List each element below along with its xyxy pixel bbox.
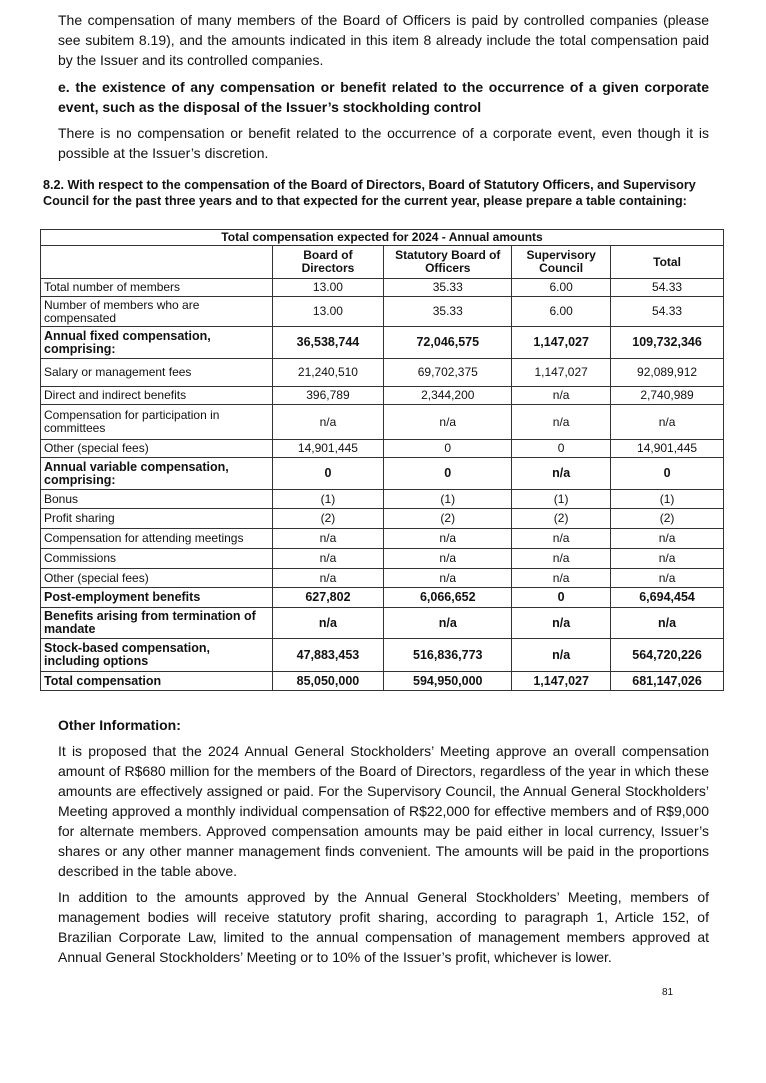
cell-value: n/a [272,569,384,588]
header-total: Total [611,246,724,279]
cell-value: 516,836,773 [384,639,512,672]
table-row [41,387,724,405]
no-compensation-paragraph: There is no compensation or benefit related to the occurrence of a corporate event, even though it is possible at the Issuer’s discretion. [58,125,709,161]
cell-value: 396,789 [272,387,384,405]
cell-value: n/a [384,529,512,549]
table-row [41,549,724,569]
cell-value: (2) [272,509,384,529]
cell-value: 0 [272,458,384,490]
cell-value: n/a [611,405,724,440]
other-information-heading: Other Information: [58,717,181,733]
cell-value: 2,740,989 [611,387,724,405]
cell-value: 6.00 [512,279,611,297]
cell-value: n/a [272,529,384,549]
section-8-2-heading: 8.2. With respect to the compensation of the Board of Directors, Board of Statutory Officers, and Supervisory Council for the past three years and to that expected for the current year, please prepare a table containing: [43,178,696,208]
row-label: Total number of members [41,279,273,297]
cell-value: 13.00 [272,297,384,327]
cell-value: 0 [611,458,724,490]
cell-value: 594,950,000 [384,672,512,691]
cell-value: (1) [512,490,611,509]
row-label: Annual variable compensation, comprising: [41,458,273,490]
cell-value: 0 [512,440,611,458]
cell-value: 0 [512,588,611,608]
table-row [41,279,724,297]
cell-value: n/a [512,549,611,569]
row-label: Profit sharing [41,509,273,529]
table-row [41,490,724,509]
cell-value: n/a [512,458,611,490]
table-row [41,529,724,549]
cell-value: 14,901,445 [272,440,384,458]
cell-value: 36,538,744 [272,327,384,359]
table-row [41,569,724,588]
table-title: Total compensation expected for 2024 - Annual amounts [41,230,724,246]
cell-value: 35.33 [384,279,512,297]
cell-value: (1) [272,490,384,509]
cell-value: 85,050,000 [272,672,384,691]
cell-value: n/a [272,608,384,639]
cell-value: 13.00 [272,279,384,297]
row-label: Compensation for participation in committees [41,405,273,440]
cell-value: 92,089,912 [611,359,724,387]
cell-value: (2) [512,509,611,529]
cell-value: (1) [611,490,724,509]
cell-value: n/a [384,608,512,639]
cell-value: 1,147,027 [512,327,611,359]
row-label: Other (special fees) [41,569,273,588]
cell-value: n/a [512,569,611,588]
cell-value: 564,720,226 [611,639,724,672]
table-row [41,297,724,327]
table-row [41,405,724,440]
cell-value: 2,344,200 [384,387,512,405]
section-e-heading: e. the existence of any compensation or benefit related to the occurrence of a given corporate event, such as the disposal of the Issuer’s stockholding control [58,79,709,115]
cell-value: n/a [611,549,724,569]
row-label: Bonus [41,490,273,509]
header-supervisory-council: Supervisory Council [512,246,611,279]
cell-value: n/a [272,405,384,440]
row-label: Number of members who are compensated [41,297,273,327]
cell-value: 69,702,375 [384,359,512,387]
profit-sharing-paragraph: In addition to the amounts approved by the Annual General Stockholders’ Meeting, members of management bodies will receive statutory profit sharing, according to paragraph 1, Article 152, of Brazilian Corporate Law, limited to the annual compensation of management members approved at Annual General Stockholders’ Meeting or to 10% of the Issuer’s profit, whichever is lower. [58,889,709,965]
row-label: Annual fixed compensation, comprising: [41,327,273,359]
cell-value: 21,240,510 [272,359,384,387]
cell-value: n/a [611,569,724,588]
cell-value: 6,066,652 [384,588,512,608]
cell-value: 0 [384,440,512,458]
cell-value: n/a [512,529,611,549]
row-label: Commissions [41,549,273,569]
cell-value: 14,901,445 [611,440,724,458]
row-label: Post-employment benefits [41,588,273,608]
cell-value: 681,147,026 [611,672,724,691]
header-board-of-directors: Board of Directors [272,246,384,279]
cell-value: 6,694,454 [611,588,724,608]
table-row [41,458,724,490]
cell-value: n/a [384,405,512,440]
row-label: Compensation for attending meetings [41,529,273,549]
compensation-table [40,229,724,691]
table-row [41,359,724,387]
cell-value: 47,883,453 [272,639,384,672]
row-label: Total compensation [41,672,273,691]
cell-value: n/a [611,608,724,639]
cell-value: n/a [611,529,724,549]
intro-paragraph: The compensation of many members of the Board of Officers is paid by controlled companies (please see subitem 8.19), and the amounts indicated in this item 8 already include the total compensation paid by the Issuer and its controlled companies. [58,12,709,68]
table-row [41,588,724,608]
cell-value: 6.00 [512,297,611,327]
row-label: Other (special fees) [41,440,273,458]
cell-value: n/a [512,387,611,405]
cell-value: n/a [512,608,611,639]
table-row [41,608,724,639]
row-label: Stock-based compensation, including options [41,639,273,672]
table-row [41,672,724,691]
row-label: Benefits arising from termination of mandate [41,608,273,639]
row-label: Direct and indirect benefits [41,387,273,405]
cell-value: 54.33 [611,297,724,327]
cell-value: 627,802 [272,588,384,608]
cell-value: 72,046,575 [384,327,512,359]
header-statutory-board: Statutory Board of Officers [384,246,512,279]
proposal-paragraph: It is proposed that the 2024 Annual General Stockholders’ Meeting approve an overall compensation amount of R$680 million for the members of the Board of Directors, regardless of the year in which these amounts are effectively assigned or paid. For the Supervisory Council, the Annual General Stockholders’ Meeting approved a monthly individual compensation of R$22,000 for effective members and of R$9,000 for alternate members. Approved compensation amounts may be paid either in local currency, Issuer’s shares or any other manner management finds convenient. The amounts will be paid in the proportions described in the table above. [58,743,709,879]
cell-value: (1) [384,490,512,509]
table-row [41,509,724,529]
table-row [41,440,724,458]
cell-value: n/a [384,549,512,569]
header-empty [41,246,273,279]
cell-value: (2) [384,509,512,529]
row-label: Salary or management fees [41,359,273,387]
table-row [41,327,724,359]
cell-value: (2) [611,509,724,529]
page-number: 81 [662,987,674,998]
cell-value: 109,732,346 [611,327,724,359]
cell-value: n/a [512,639,611,672]
cell-value: n/a [512,405,611,440]
cell-value: 0 [384,458,512,490]
cell-value: 54.33 [611,279,724,297]
cell-value: n/a [272,549,384,569]
cell-value: n/a [384,569,512,588]
cell-value: 1,147,027 [512,672,611,691]
cell-value: 1,147,027 [512,359,611,387]
cell-value: 35.33 [384,297,512,327]
table-row [41,639,724,672]
